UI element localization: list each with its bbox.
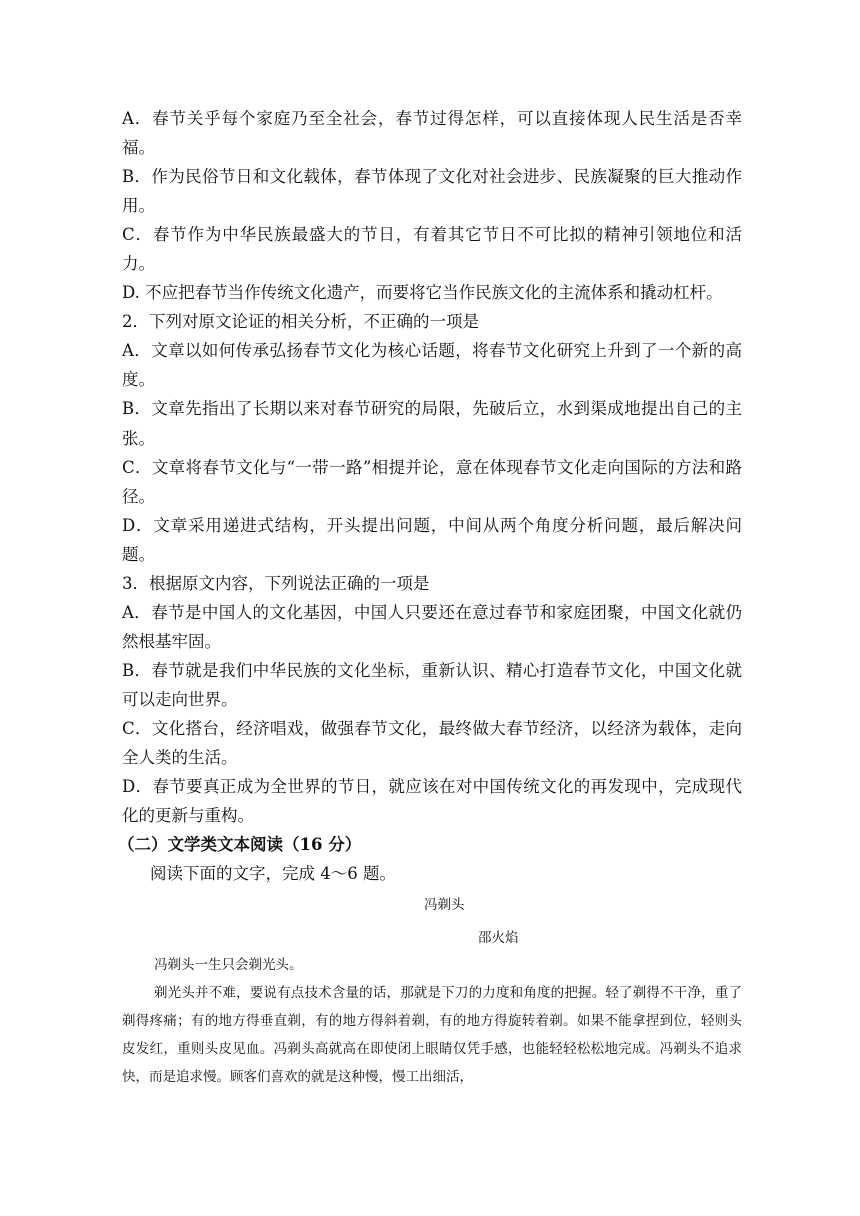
option-a-q2: A．文章以如何传承弘扬春节文化为核心话题，将春节文化研究上升到了一个新的高度。 (122, 341, 742, 390)
story-paragraph-1: 冯剃头一生只会剃光头。 (154, 957, 303, 973)
option-b-q3: B．春节就是我们中华民族的文化坐标，重新认识、精心打造春节文化，中国文化就可以走向世界。 (122, 660, 742, 709)
story-author: 邵火焰 (478, 930, 519, 946)
story-paragraph-2: 剃光头并不难，要说有点技术含量的话，那就是下刀的力度和角度的把握。轻了剃得不干净，重了剃得疼痛；有的地方得垂直剃，有的地方得斜着剃，有的地方得旋转着剃。如果不能拿捏到位，轻则头皮发红，重则头皮见血。冯剃头高就高在即使闭上眼睛仅凭手感，也能轻轻松松地完成。冯剃头不追求快，而是追求慢。顾客们喜欢的就是这种慢，慢工出细活， (122, 985, 742, 1085)
story-title: 冯剃头 (424, 897, 465, 913)
question-2: 2．下列对原文论证的相关分析，不正确的一项是 (122, 312, 479, 332)
question-3: 3．根据原文内容，下列说法正确的一项是 (122, 573, 430, 593)
story-body (122, 951, 742, 1091)
option-c-q2: C．文章将春节文化与“一带一路”相提并论，意在体现春节文化走向国际的方法和路径。 (122, 457, 742, 506)
option-b-q1: B．作为民俗节日和文化载体，春节体现了文化对社会进步、民族凝聚的巨大推动作用。 (122, 167, 742, 216)
option-d-q1: D. 不应把春节当作传统文化遗产，而要将它当作民族文化的主流体系和撬动杠杆。 (122, 283, 723, 303)
question-block (118, 104, 742, 888)
option-c-q1: C．春节作为中华民族最盛大的节日，有着其它节日不可比拟的精神引领地位和活力。 (122, 225, 742, 274)
reading-instruction: 阅读下面的文字，完成 4～6 题。 (150, 864, 396, 884)
option-a-q1: A．春节关乎每个家庭乃至全社会，春节过得怎样，可以直接体现人民生活是否幸福。 (122, 109, 742, 158)
option-c-q3: C．文化搭台，经济唱戏，做强春节文化，最终做大春节经济，以经济为载体，走向全人类的生活。 (122, 718, 742, 768)
option-a-q3: A．春节是中国人的文化基因，中国人只要还在意过春节和家庭团聚，中国文化就仍然根基牢固。 (122, 602, 742, 651)
option-d-q3: D．春节要真正成为全世界的节日，就应该在对中国传统文化的再发现中，完成现代化的更新与重构。 (122, 777, 742, 826)
section-heading: （二）文学类文本阅读（16 分） (118, 835, 362, 855)
option-b-q2: B．文章先指出了长期以来对春节研究的局限，先破后立，水到渠成地提出自己的主张。 (122, 399, 742, 448)
option-d-q2: D．文章采用递进式结构，开头提出问题，中间从两个角度分析问题，最后解决问题。 (122, 515, 742, 564)
